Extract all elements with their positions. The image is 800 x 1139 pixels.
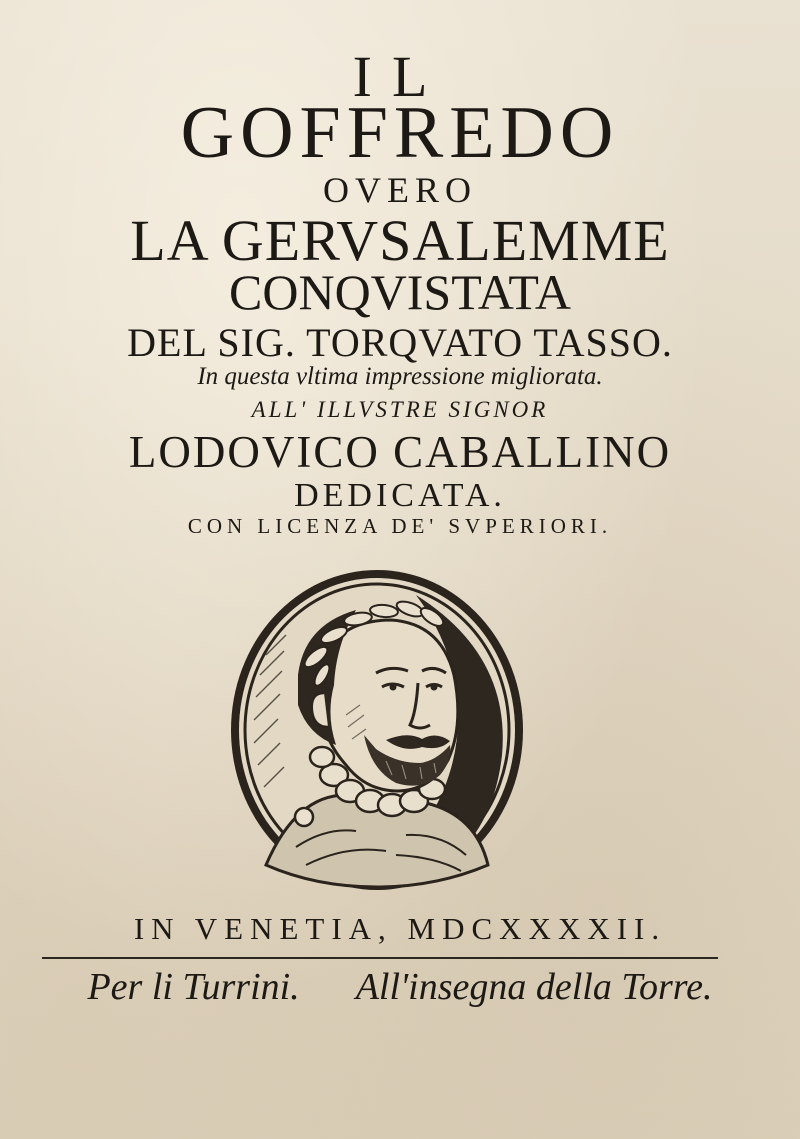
imprint-rule <box>42 957 718 959</box>
title-conjunction: OVERO <box>323 170 477 210</box>
subtitle-line-1: LA GERVSALEMME <box>130 208 670 273</box>
dedicatee-name: LODOVICO CABALLINO <box>128 427 672 477</box>
imprint-sign: All'insegna della Torre. <box>355 966 713 1008</box>
imprint-place-date: IN VENETIA, MDCXXXXII. <box>133 911 667 946</box>
edition-note: In questa vltima impressione migliorata. <box>197 363 603 390</box>
dedication-intro: ALL' ILLVSTRE SIGNOR <box>251 397 549 422</box>
imprint-printer: Per li Turrini. <box>87 966 300 1008</box>
dedicata-line: DEDICATA. <box>294 477 506 514</box>
title-article: IL <box>352 44 448 109</box>
license-line: CON LICENZA DE' SVPERIORI. <box>187 514 613 538</box>
laureate-portrait-medallion-icon <box>226 565 528 895</box>
subtitle-line-2: CONQVISTATA <box>229 264 571 320</box>
imprint-line <box>0 968 800 1006</box>
title-main: GOFFREDO <box>180 92 620 174</box>
author-line: DEL SIG. TORQVATO TASSO. <box>127 320 673 365</box>
